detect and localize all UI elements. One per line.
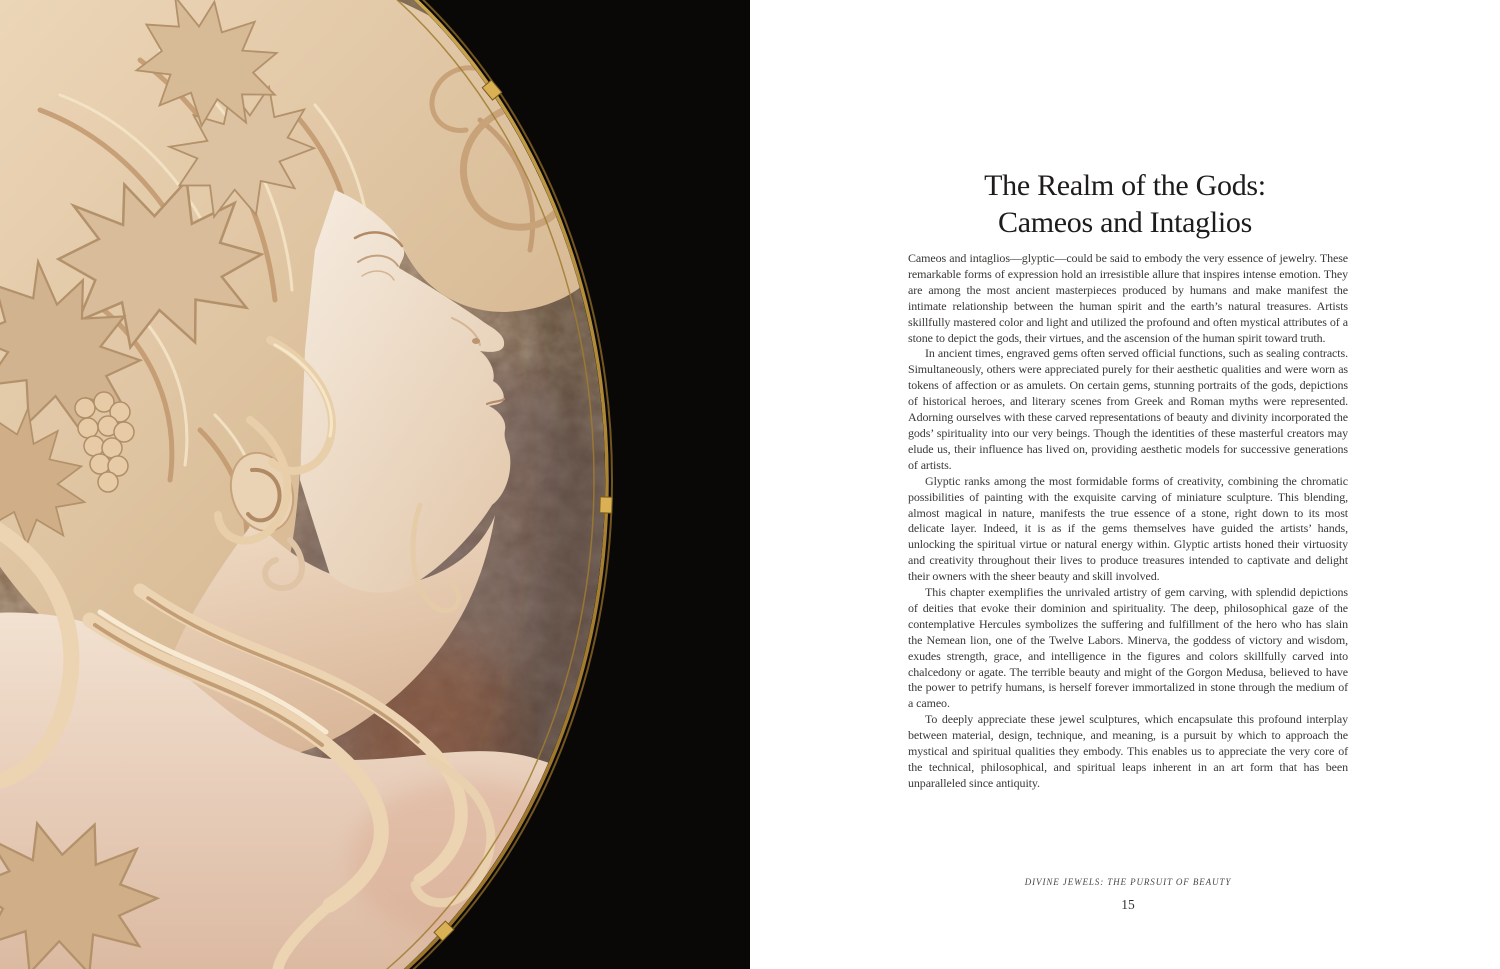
body-text xyxy=(908,251,1348,792)
page-number: 15 xyxy=(1121,897,1135,912)
body-paragraph-2: In ancient times, engraved gems often served official functions, such as sealing contracts. Simultaneously, others were appreciated purely for their aesthetic qualities and were worn as tokens of affection or as amulets. On certain gems, stunning portraits of the gods, depictions of historical heroes, and literary scenes from Greek and Roman myths were represented. Adorning ourselves with these carved representations of beauty and divinity incorporated the gods’ spirituality into our very beings. Though the identities of these masterful creators may elude us, their influence has lived on, providing aesthetic models for successive generations of artists. xyxy=(908,346,1348,472)
chapter-title-line-1: The Realm of the Gods: xyxy=(984,169,1266,202)
body-paragraph-5: To deeply appreciate these jewel sculptures, which encapsulate this profound interplay between material, design, technique, and meaning, is a pursuit by which to approach the mystical and spiritual qualities they embody. This enables us to appreciate the very core of the technical, philosophical, and spiritual leaps inherent in an art form that has been unparalleled since antiquity. xyxy=(908,712,1348,790)
chapter-title-line-2: Cameos and Intaglios xyxy=(998,206,1252,239)
body-paragraph-1: Cameos and intaglios—glyptic—could be said to embody the very essence of jewelry. These remarkable forms of expression hold an irresistible allure that inspires intense emotion. They are among the most ancient masterpieces produced by humans and make manifest the intimate relationship between the human spirit and the earth’s natural treasures. Artists skillfully mastered color and light and utilized the profound and often mystical attributes of a stone to depict the gods, their virtues, and the ascension of the human spirit toward truth. xyxy=(908,251,1348,345)
nostril xyxy=(472,338,480,344)
chapter-title xyxy=(750,167,1500,241)
right-page xyxy=(750,0,1500,969)
gold-clasp xyxy=(600,497,613,513)
running-footer: DIVINE JEWELS: THE PURSUIT OF BEAUTY xyxy=(1024,877,1232,887)
body-paragraph-4: This chapter exemplifies the unrivaled artistry of gem carving, with splendid depictions of deities that evoke their dominion and spirituality. The deep, philosophical gaze of the contemplative Hercules symbolizes the suffering and fulfillment of the hero who has slain the Nemean lion, one of the Twelve Labors. Minerva, the goddess of victory and wisdom, exudes strength, grace, and intelligence in the figures and colors skillfully carved into chalcedony or agate. The terrible beauty and might of the Gorgon Medusa, believed to have the power to petrify humans, is herself forever immortalized in stone through the medium of a cameo. xyxy=(908,585,1348,711)
body-paragraph-3: Glyptic ranks among the most formidable forms of creativity, combining the chromatic possibilities of painting with the exquisite carving of miniature sculpture. This blending, almost magical in nature, manifests the true essence of a stone, right down to its most delicate layer. Indeed, it is as if the gems themselves have guided the artists’ hands, unlocking the spiritual virtue or natural energy within. Glyptic artists honed their virtuosity and creativity throughout their lives to produce treasures intended to captivate and delight their owners with the sheer beauty and skill involved. xyxy=(908,473,1348,584)
